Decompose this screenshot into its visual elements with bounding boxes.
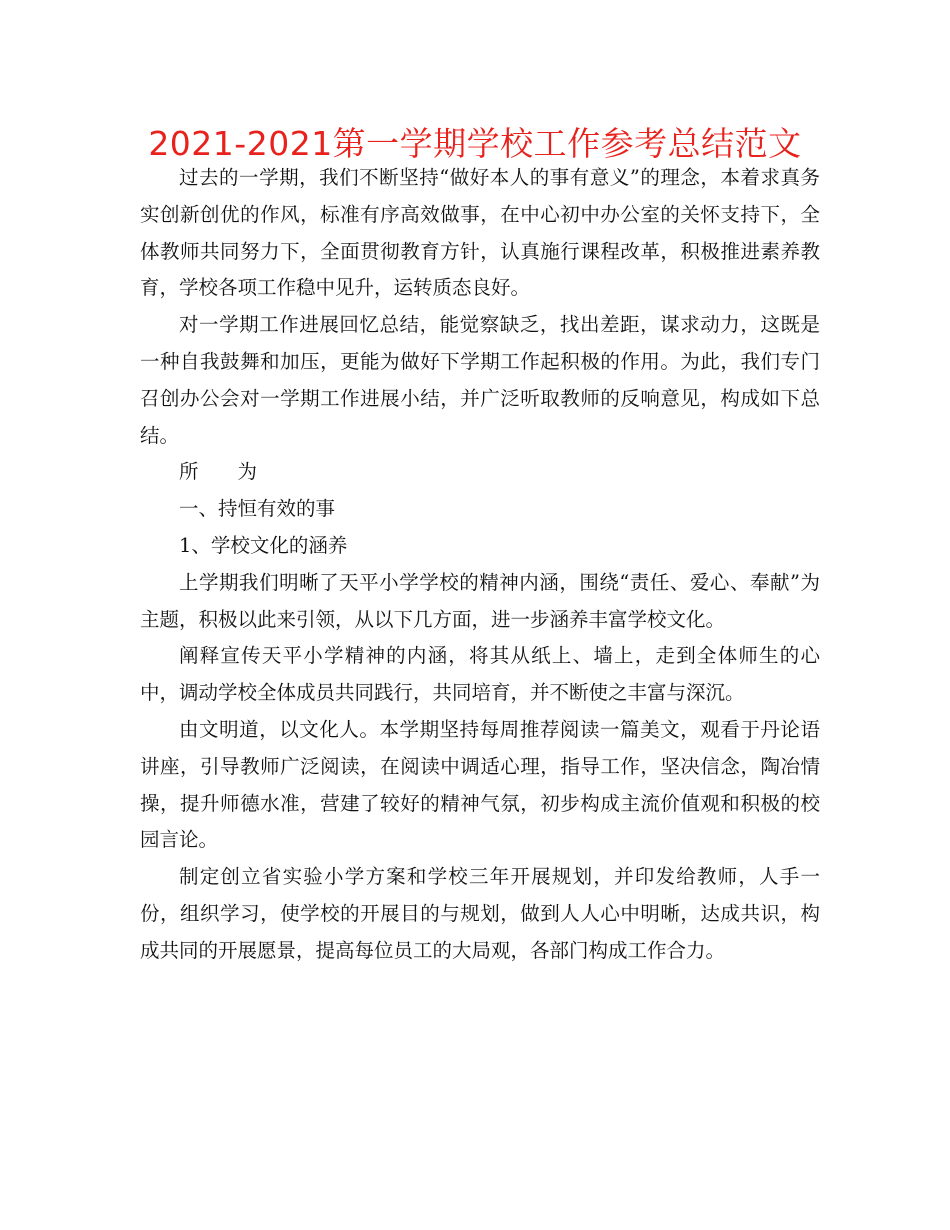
section-label: 所 为 xyxy=(179,460,258,484)
paragraph: 上学期我们明晰了天平小学学校的精神内涵，围绕“责任、爱心、奉献”为主题，积极以此来引领，从以下几方面，进一步涵养丰富学校文化。 xyxy=(140,570,820,631)
paragraph: 制定创立省实验小学方案和学校三年开展规划，并印发给教师，人手一份，组织学习，使学校的开展目的与规划，做到人人心中明晰，达成共识，构成共同的开展愿景，提高每位员工的大局观，各部门构成工作合力。 xyxy=(140,865,820,962)
document-body xyxy=(140,160,820,970)
paragraph: 对一学期工作进展回忆总结，能觉察缺乏，找出差距，谋求动力，这既是一种自我鼓舞和加压，更能为做好下学期工作起积极的作用。为此，我们专门召创办公会对一学期工作进展小结，并广泛听取教师的反响意见，构成如下总结。 xyxy=(140,313,820,447)
paragraph: 过去的一学期，我们不断坚持“做好本人的事有意义”的理念，本着求真务实创新创优的作风，标准有序高效做事，在中心初中办公室的关怀支持下，全体教师共同努力下，全面贯彻教育方针，认真施行课程改革，积极推进素养教育，学校各项工作稳中见升，运转质态良好。 xyxy=(140,166,820,300)
section-heading: 一、持恒有效的事 xyxy=(179,497,336,521)
paragraph: 由文明道，以文化人。本学期坚持每周推荐阅读一篇美文，观看于丹论语讲座，引导教师广泛阅读，在阅读中调适心理，指导工作，坚决信念，陶冶情操，提升师德水准，营建了较好的精神气氛，初步构成主流价值观和积极的校园言论。 xyxy=(140,717,820,852)
document-title: 2021-2021第一学期学校工作参考总结范文 xyxy=(148,124,802,163)
paragraph: 阐释宣传天平小学精神的内涵，将其从纸上、墙上，走到全体师生的心中，调动学校全体成员共同践行，共同培育，并不断使之丰富与深沉。 xyxy=(140,644,820,705)
subsection-heading: 1、学校文化的涵养 xyxy=(179,533,348,557)
